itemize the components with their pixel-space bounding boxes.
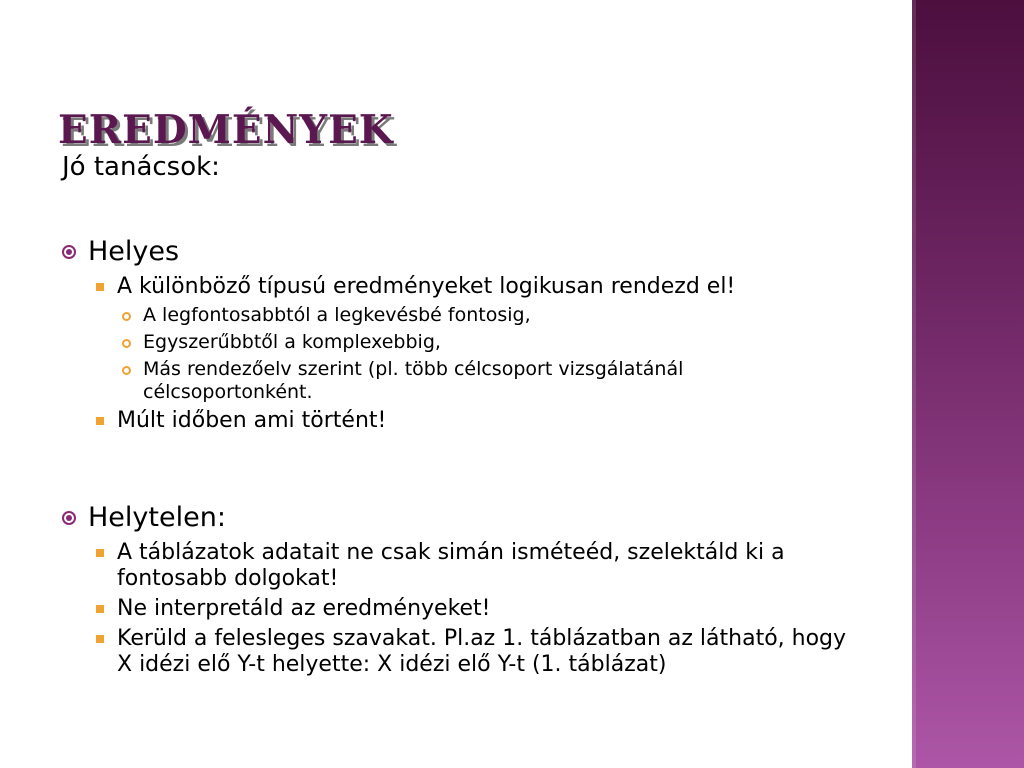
sub-list-item	[122, 358, 962, 404]
list-item	[96, 408, 962, 434]
square-bullet-icon	[96, 283, 104, 291]
list-item-text: Kerüld a felesleges szavakat. Pl.az 1. táblázatban az látható, hogy X idézi elő Y-t helyette: X idézi elő Y-t (1. táblázat)	[117, 626, 847, 678]
list-item-text: A különböző típusú eredményeket logikusan rendezd el!	[117, 274, 736, 300]
list-item-text: Ne interpretáld az eredményeket!	[117, 596, 491, 622]
ring-bullet-icon	[122, 339, 131, 348]
section-heading	[62, 236, 962, 268]
square-bullet-icon	[96, 605, 104, 613]
sub-list-item	[122, 304, 962, 327]
section-heading-text: Helyes	[88, 236, 180, 267]
slide-subtitle: Jó tanácsok:	[62, 152, 220, 182]
section-heading-text: Helytelen:	[88, 502, 226, 533]
list-item	[96, 540, 962, 592]
ring-bullet-icon	[122, 312, 131, 321]
list-item	[96, 274, 962, 300]
sub-list-item-text: A legfontosabbtól a legkevésbé fontosig,	[143, 304, 531, 327]
square-bullet-icon	[96, 417, 104, 425]
section-heading	[62, 502, 962, 534]
section-helyes	[62, 236, 962, 438]
sub-list-item-text: Egyszerűbbtől a komplexebbig,	[143, 331, 441, 354]
slide-title: eredmények	[58, 91, 394, 157]
list-item	[96, 626, 962, 678]
list-item	[96, 596, 962, 622]
list-item-text: A táblázatok adatait ne csak simán isméteéd, szelektáld ki a fontosabb dolgokat!	[117, 540, 785, 592]
list-item-text: Múlt időben ami történt!	[117, 408, 387, 434]
square-bullet-icon	[96, 635, 104, 643]
section-helytelen	[62, 502, 962, 682]
radio-bullet-icon	[62, 245, 76, 259]
square-bullet-icon	[96, 549, 104, 557]
sub-list-item	[122, 331, 962, 354]
radio-bullet-icon	[62, 511, 76, 525]
ring-bullet-icon	[122, 366, 131, 375]
sub-list-item-text: Más rendezőelv szerint (pl. több célcsoport vizsgálatánál célcsoportonként.	[143, 358, 684, 404]
